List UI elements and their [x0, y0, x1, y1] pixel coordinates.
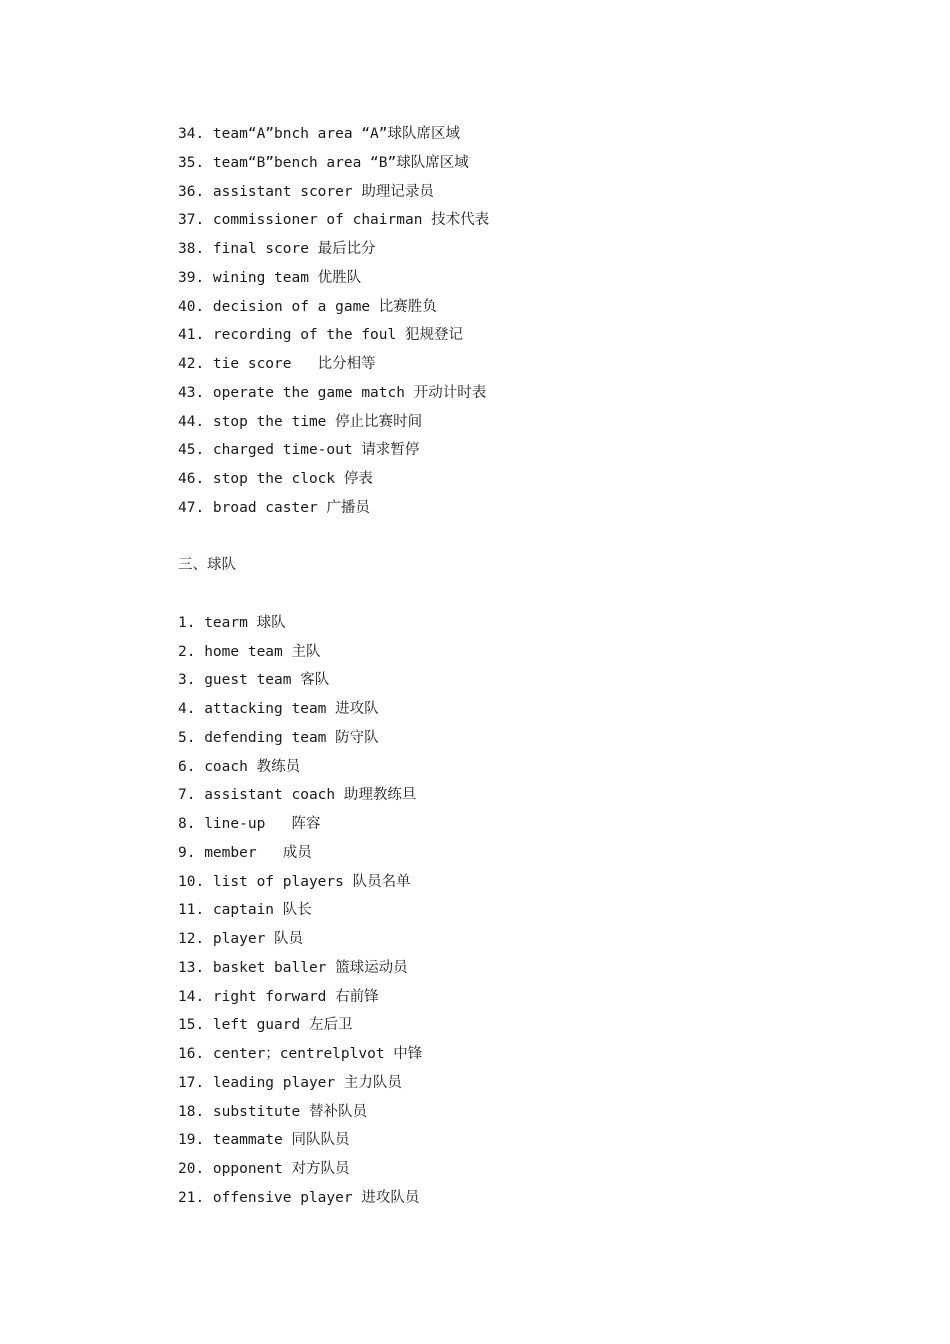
team-terms-list	[178, 609, 878, 1213]
list-item: 38. final score 最后比分	[178, 241, 376, 257]
list-item: 13. basket baller 篮球运动员	[178, 959, 408, 976]
list-item: 10. list of players 队员名单	[178, 873, 411, 890]
list-item: 39. wining team 优胜队	[178, 269, 362, 286]
list-item: 40. decision of a game 比赛胜负	[178, 298, 437, 315]
referee-terms-list	[178, 120, 878, 523]
list-item: 35. team“B”bench area “B”球队席区域	[178, 154, 469, 171]
list-item: 46. stop the clock 停表	[178, 471, 373, 487]
list-item: 8. line-up 阵容	[178, 816, 321, 832]
list-item: 43. operate the game match 开动计时表	[178, 384, 487, 401]
list-item: 34. team“A”bnch area “A”球队席区域	[178, 126, 461, 142]
list-item: 2. home team 主队	[178, 643, 321, 660]
list-item: 47. broad caster 广播员	[178, 499, 370, 516]
list-item: 5. defending team 防守队	[178, 729, 379, 746]
list-item: 3. guest team 客队	[178, 672, 330, 689]
list-item: 18. substitute 替补队员	[178, 1103, 367, 1120]
list-item: 14. right forward 右前锋	[178, 988, 379, 1005]
list-item: 20. opponent 对方队员	[178, 1161, 350, 1177]
list-item: 7. assistant coach 助理教练旦	[178, 787, 417, 804]
list-item: 45. charged time-out 请求暂停	[178, 442, 420, 459]
list-item: 21. offensive player 进攻队员	[178, 1189, 420, 1206]
list-item: 42. tie score 比分相等	[178, 356, 376, 372]
list-item: 4. attacking team 进攻队	[178, 701, 379, 717]
list-item: 16. center；centrelplvot 中锋	[178, 1046, 423, 1062]
list-item: 19. teammate 同队队员	[178, 1132, 350, 1149]
list-item: 41. recording of the foul 犯规登记	[178, 327, 463, 344]
list-item: 1. tearm 球队	[178, 614, 286, 631]
list-item: 6. coach 教练员	[178, 758, 301, 775]
list-item: 11. captain 队长	[178, 902, 312, 919]
list-item: 15. left guard 左后卫	[178, 1017, 353, 1034]
list-item: 17. leading player 主力队员	[178, 1074, 402, 1091]
section-spacer	[178, 580, 878, 609]
document-page	[178, 120, 878, 1213]
list-item: 36. assistant scorer 助理记录员	[178, 183, 434, 200]
list-item: 37. commissioner of chairman 技术代表	[178, 212, 490, 229]
section-spacer	[178, 523, 878, 552]
list-item: 12. player 队员	[178, 931, 304, 947]
section-heading-team: 三、球队	[178, 557, 236, 574]
list-item: 9. member 成员	[178, 844, 312, 861]
list-item: 44. stop the time 停止比赛时间	[178, 413, 423, 430]
